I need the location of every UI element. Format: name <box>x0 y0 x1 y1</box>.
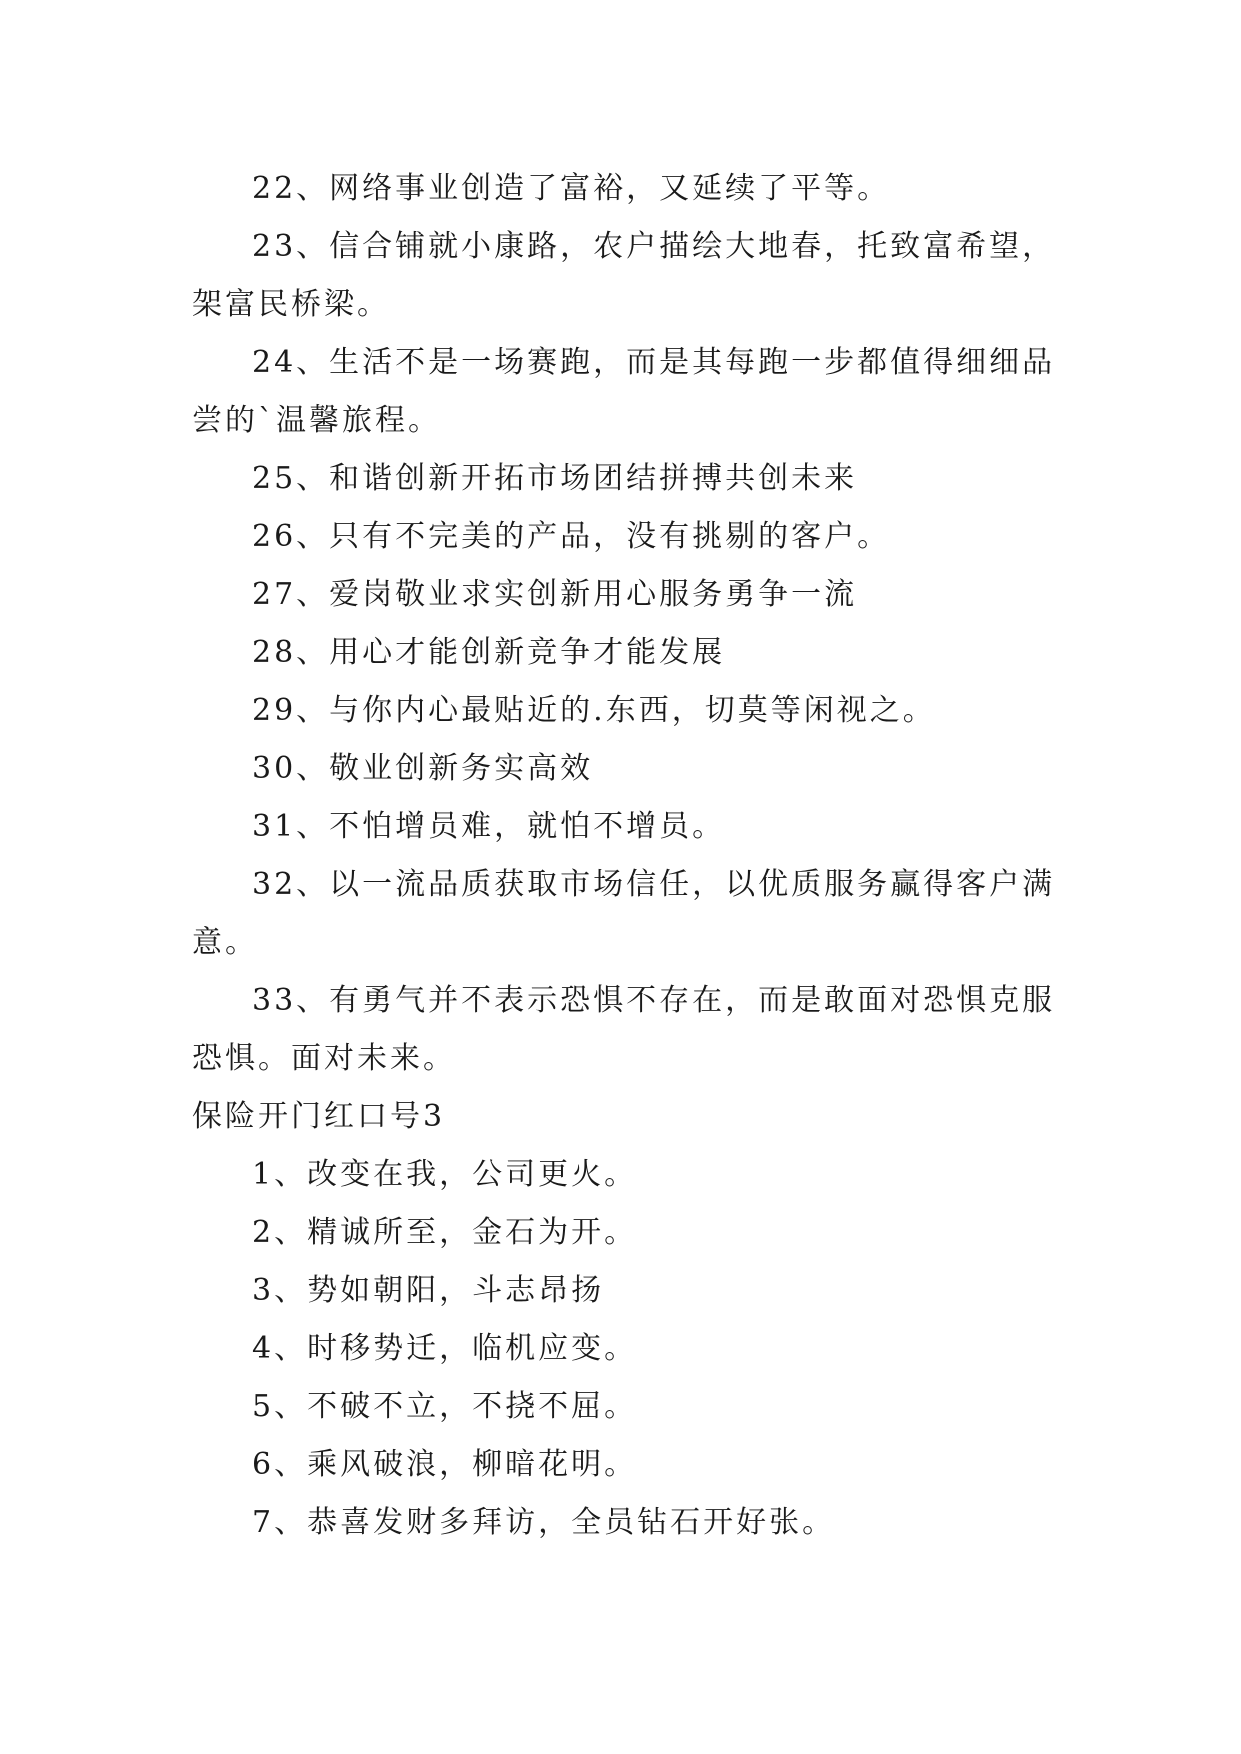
slogan-item-5: 5、不破不立，不挠不屈。 <box>252 1389 638 1424</box>
slogan-item-23: 23、信合铺就小康路，农户描绘大地春，托致富希望，架富民桥梁。 <box>192 229 1056 322</box>
slogan-item-27: 27、爱岗敬业求实创新用心服务勇争一流 <box>252 577 858 612</box>
slogan-item-1: 1、改变在我，公司更火。 <box>252 1157 638 1192</box>
slogan-item-29: 29、与你内心最贴近的.东西，切莫等闲视之。 <box>252 693 936 728</box>
slogan-item-6: 6、乘风破浪，柳暗花明。 <box>252 1447 638 1482</box>
document-body <box>192 160 1072 1552</box>
slogan-item-22: 22、网络事业创造了富裕，又延续了平等。 <box>252 171 891 206</box>
slogan-item-30: 30、敬业创新务实高效 <box>252 751 594 786</box>
slogan-item-4: 4、时移势迁，临机应变。 <box>252 1331 638 1366</box>
slogan-item-28: 28、用心才能创新竞争才能发展 <box>252 635 726 670</box>
section-heading: 保险开门红口号3 <box>192 1099 446 1134</box>
slogan-item-24: 24、生活不是一场赛跑，而是其每跑一步都值得细细品尝的`温馨旅程。 <box>192 345 1056 438</box>
slogan-item-7: 7、恭喜发财多拜访，全员钻石开好张。 <box>252 1505 836 1540</box>
slogan-item-32: 32、以一流品质获取市场信任，以优质服务赢得客户满意。 <box>192 867 1056 960</box>
slogan-item-2: 2、精诚所至，金石为开。 <box>252 1215 638 1250</box>
slogan-item-26: 26、只有不完美的产品，没有挑剔的客户。 <box>252 519 891 554</box>
slogan-item-33: 33、有勇气并不表示恐惧不存在，而是敢面对恐惧克服恐惧。面对未来。 <box>192 983 1056 1076</box>
slogan-item-25: 25、和谐创新开拓市场团结拼搏共创未来 <box>252 461 858 496</box>
slogan-item-31: 31、不怕增员难，就怕不增员。 <box>252 809 726 844</box>
slogan-item-3: 3、势如朝阳，斗志昂扬 <box>252 1273 605 1308</box>
